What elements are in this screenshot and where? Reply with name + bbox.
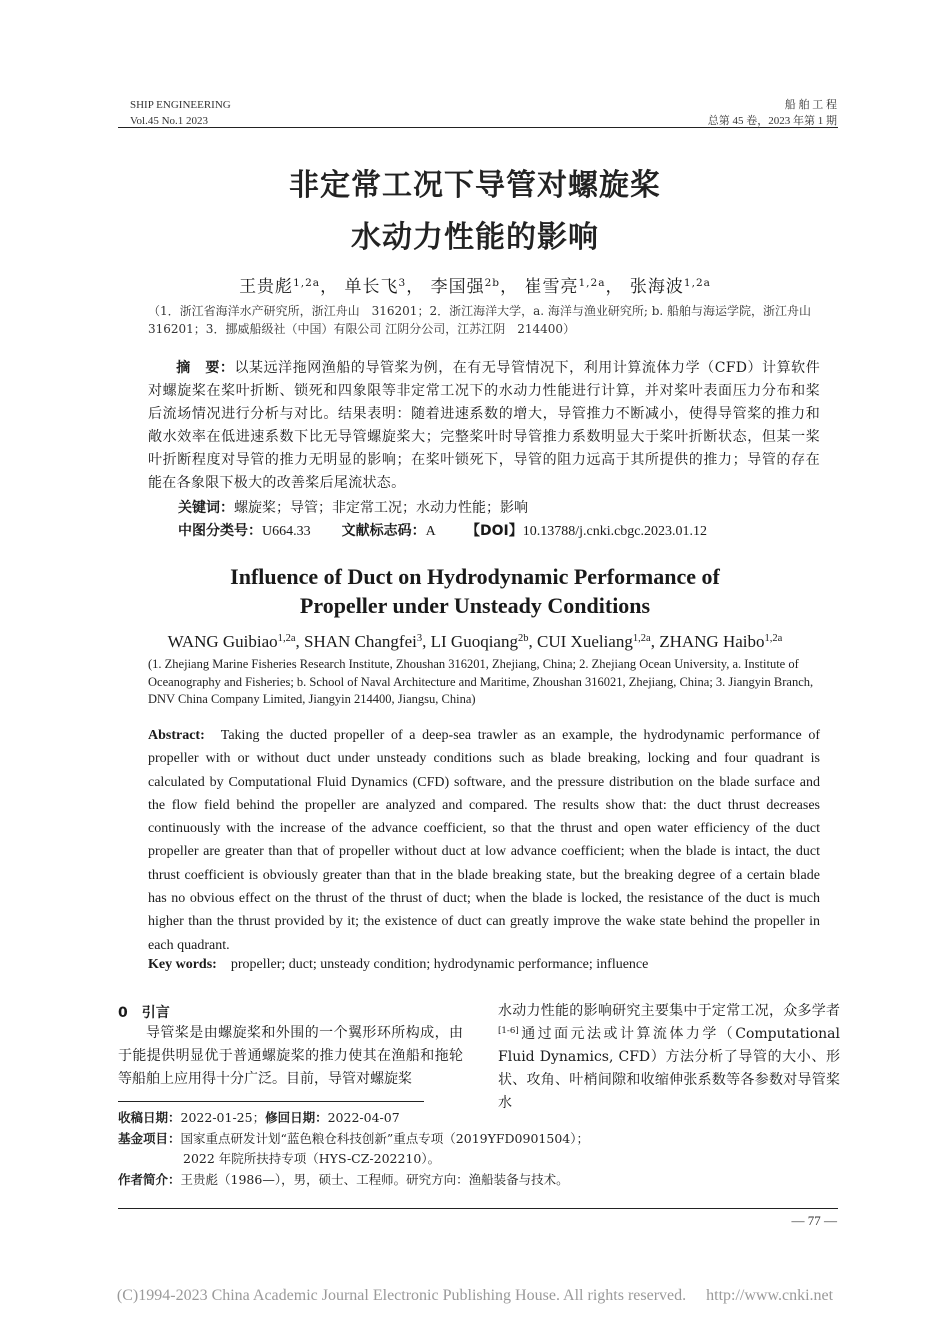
fund-line-1: 国家重点研发计划“蓝色粮仓科技创新”重点专项（2019YFD0901504）； bbox=[180, 1130, 589, 1146]
author-cn-name: 李国强 bbox=[430, 277, 485, 297]
body-column-left: 导管桨是由螺旋桨和外围的一个翼形环所构成，由于能提供明显优于普通螺旋桨的推力使其在渔船和拖轮等船舶上应用得十分广泛。目前，导管对螺旋桨 bbox=[118, 1025, 463, 1087]
doi-label: 【DOI】 bbox=[465, 523, 523, 539]
citation-ref[interactable]: [1-6] bbox=[498, 1026, 519, 1037]
revised-label: 修回日期： bbox=[265, 1110, 328, 1125]
author-en-name: WANG Guibiao bbox=[167, 632, 278, 651]
abstract-cn-label: 摘 要： bbox=[176, 360, 235, 376]
author-cn-sep: ， bbox=[605, 277, 624, 297]
page-bottom-divider bbox=[118, 1208, 838, 1209]
body-right-text-1: 水动力性能的影响研究主要集中于定常工况，众多学者 bbox=[498, 1003, 840, 1019]
author-en-sep: , bbox=[295, 632, 305, 651]
author-cn-name: 单长飞 bbox=[344, 277, 399, 297]
title-cn-line-2: 水动力性能的影响 bbox=[351, 220, 599, 255]
footnote-divider bbox=[118, 1101, 424, 1102]
classification-line bbox=[178, 520, 828, 543]
keywords-cn-text: 螺旋桨；导管；非定常工况；水动力性能；影响 bbox=[234, 500, 528, 516]
author-bio-label: 作者简介： bbox=[118, 1171, 181, 1187]
author-cn-sep: ， bbox=[500, 277, 519, 297]
volume-cn: 总第 45 卷，2023 年第 1 期 bbox=[707, 115, 837, 127]
author-en-affil: 1,2a bbox=[632, 633, 651, 645]
author-en-sep: , bbox=[528, 632, 538, 651]
author-bio: 王贵彪（1986—），男，硕士、工程师。研究方向：渔船装备与技术。 bbox=[180, 1171, 569, 1187]
footnote-author bbox=[118, 1170, 838, 1191]
abstract-en-text: Taking the ducted propeller of a deep-sea trawler as an example, the hydrodynamic performance of propeller with or without duct under unsteady conditions such as blade breaking, locking and four quadrant is calculated by Computational Fluid Dynamics (CFD) software, and the pressure distribution on the blade surface and the flow field behind the propeller are analyzed and compared. The results show that: the duct thrust decreases continuously with the increase of the advance coefficient, so that the thrust and open water efficiency of the duct propeller are greater than that of propeller without duct at low advance coefficient; when the blade is intact, the duct thrust coefficient is obviously greater than that in the blade breaking state, but the breaking degree of a certain blade has no obvious effect on the thrust of the thrust of duct; when the blade is locked, the resistance of the duct is much higher than the thrust provided by it; the existence of duct can greatly improve the wake state behind the propeller in each quadrant. bbox=[148, 728, 820, 953]
authors-cn bbox=[0, 272, 950, 297]
running-header-right bbox=[708, 97, 837, 129]
affiliation-en: (1. Zhejiang Marine Fisheries Research Institute, Zhoushan 316201, Zhejiang, China; 2. Zhejiang Ocean University, a. Institute of Oceanography and Fisheries; b. School of Naval Architecture and Maritime, Zhoushan 316021, Zhejiang, China; 3. Jiangyin Branch, DNV China Company Limited, Jiangyin 214400, Jiangsu, China) bbox=[148, 657, 814, 706]
clc-value: U664.33 bbox=[262, 524, 311, 539]
author-en-affil: 3 bbox=[416, 633, 423, 645]
footnote-fund bbox=[118, 1129, 838, 1150]
copyright-watermark: (C)1994-2023 China Academic Journal Electronic Publishing House. All rights reserved. http://www.cnki.net bbox=[116, 1287, 834, 1304]
author-en-name: SHAN Changfei bbox=[304, 632, 417, 651]
author-en-sep: , bbox=[422, 632, 431, 651]
keywords-en-label: Key words: bbox=[148, 957, 217, 972]
footnotes bbox=[118, 1108, 838, 1190]
section-heading bbox=[118, 1002, 170, 1022]
volume-en: Vol.45 No.1 2023 bbox=[130, 115, 209, 127]
running-header-left bbox=[130, 97, 231, 129]
author-cn-name: 王贵彪 bbox=[239, 277, 294, 297]
author-en-sep: , bbox=[650, 632, 660, 651]
keywords-cn-label: 关键词： bbox=[178, 500, 234, 516]
author-cn-affil: 3 bbox=[398, 277, 407, 290]
author-cn-name: 张海波 bbox=[629, 277, 684, 297]
affiliation-cn: （1．浙江省海洋水产研究所，浙江舟山 316201；2．浙江海洋大学，a. 海洋与渔业研究所; b. 船舶与海运学院，浙江舟山 316201；3．挪威船级社（中国）有限公司 江阴分公司，江苏江阴 214400） bbox=[148, 304, 824, 336]
author-en-affil: 1,2a bbox=[764, 633, 783, 645]
header-divider bbox=[118, 127, 838, 128]
fund-label: 基金项目： bbox=[118, 1130, 181, 1146]
author-cn-name: 崔雪亮 bbox=[524, 277, 579, 297]
authors-en bbox=[0, 632, 950, 652]
title-en-line-1: Influence of Duct on Hydrodynamic Performance of bbox=[230, 564, 720, 589]
doi-value: 10.13788/j.cnki.cbgc.2023.01.12 bbox=[522, 524, 708, 539]
body-column-right bbox=[498, 1000, 840, 1115]
author-cn-sep: ， bbox=[320, 277, 339, 297]
clc-label: 中图分类号： bbox=[178, 523, 262, 539]
title-en-line-2: Propeller under Unsteady Conditions bbox=[299, 593, 651, 618]
abstract-cn-text: 以某远洋拖网渔船的导管桨为例，在有无导管情况下，利用计算流体力学（CFD）计算软件对螺旋桨在桨叶折断、锁死和四象限等非定常工况下的水动力性能进行计算，并对桨叶表面压力分布和桨后流场情况进行分析与对比。结果表明：随着进速系数的增大，导管推力不断减小，使得导管桨的推力和敞水效率在低进速系数下比无导管螺旋桨大；完整桨叶时导管推力系数明显大于桨叶折断状态，但某一桨叶折断程度对导管的推力无明显的影响；在桨叶锁死下，导管的阻力远高于其所提供的推力；导管的存在能在各象限下极大的改善桨后尾流状态。 bbox=[148, 360, 820, 491]
author-en-affil: 1,2a bbox=[277, 633, 296, 645]
author-en-name: LI Guoqiang bbox=[430, 632, 518, 651]
abstract-cn bbox=[148, 357, 820, 495]
journal-name-cn: 船 舶 工 程 bbox=[784, 99, 837, 111]
revised-date: 2022-04-07 bbox=[327, 1110, 400, 1125]
author-en-affil: 2b bbox=[517, 633, 529, 645]
fund-line-2: 2022 年院所扶持专项（HYS-CZ-202210）。 bbox=[183, 1151, 441, 1166]
abstract-en-label: Abstract: bbox=[148, 728, 205, 743]
abstract-en bbox=[148, 724, 820, 957]
received-label: 收稿日期： bbox=[118, 1110, 181, 1125]
title-cn-line-1: 非定常工况下导管对螺旋桨 bbox=[289, 168, 661, 203]
journal-name-en: SHIP ENGINEERING bbox=[130, 99, 231, 111]
keywords-cn bbox=[178, 497, 828, 520]
page-number: — 77 — bbox=[791, 1213, 837, 1228]
doc-code-label: 文献标志码： bbox=[341, 523, 426, 539]
author-cn-sep: ， bbox=[406, 277, 425, 297]
author-cn-affil: 1,2a bbox=[683, 277, 711, 290]
section-number: 0 bbox=[118, 1005, 128, 1021]
footnote-dates bbox=[118, 1108, 838, 1129]
body-right-text-2: 通过面元法或计算流体力学（Computational Fluid Dynamics, CFD）方法分析了导管的大小、形状、攻角、叶梢间隙和收缩伸张系数等各参数对导管桨水 bbox=[498, 1026, 840, 1111]
keywords-en-text: propeller; duct; unsteady condition; hydrodynamic performance; influence bbox=[230, 957, 649, 972]
received-date: 2022-01-25； bbox=[180, 1110, 266, 1125]
doc-code-value: A bbox=[425, 524, 435, 539]
author-cn-affil: 1,2a bbox=[293, 277, 321, 290]
author-cn-affil: 2b bbox=[484, 277, 501, 290]
section-title: 引言 bbox=[141, 1005, 170, 1021]
author-en-name: CUI Xueliang bbox=[537, 632, 633, 651]
author-cn-affil: 1,2a bbox=[578, 277, 606, 290]
keywords-en bbox=[148, 957, 820, 973]
title-en bbox=[0, 562, 950, 620]
author-en-name: ZHANG Haibo bbox=[659, 632, 765, 651]
